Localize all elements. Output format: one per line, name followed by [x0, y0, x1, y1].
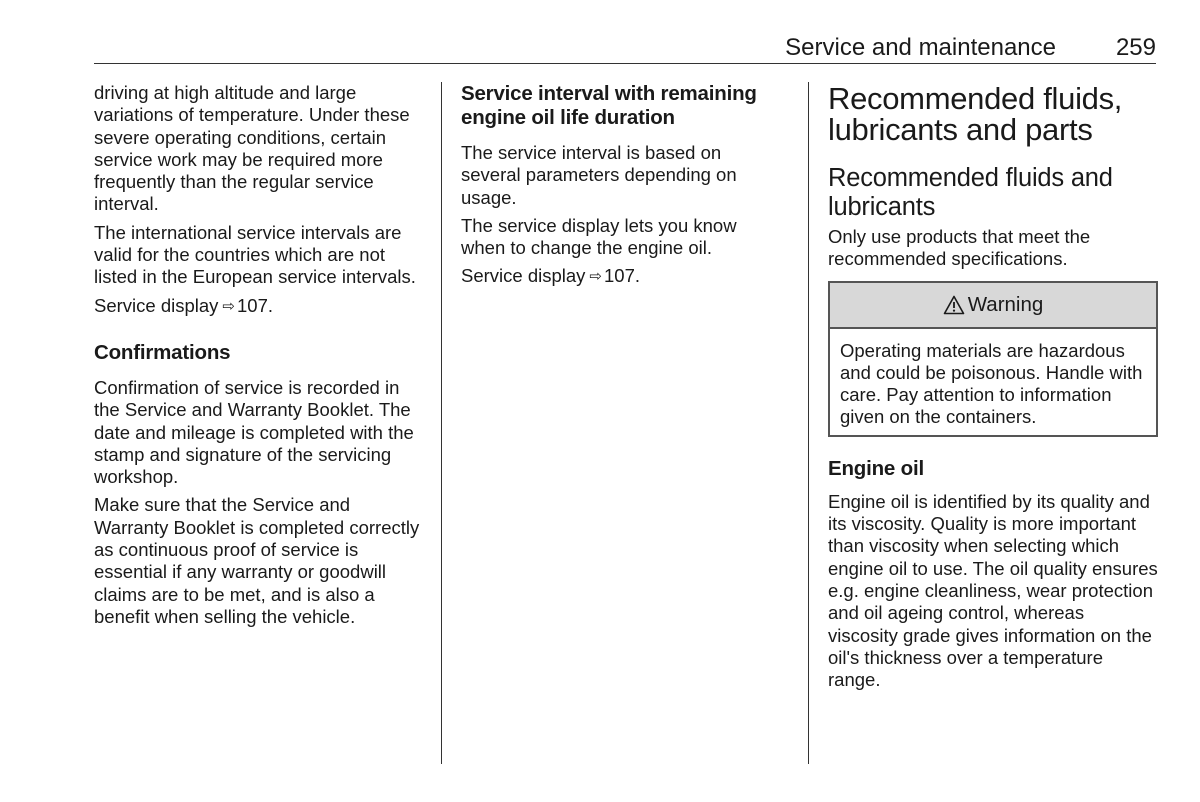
column-divider-right [808, 82, 809, 764]
column-right [828, 82, 1158, 697]
heading-engine-oil: Engine oil [828, 456, 924, 480]
xref-label: Service display [94, 294, 219, 316]
page-number: 259 [1115, 34, 1156, 61]
paragraph-interval-parameters: The service interval is based on several parameters depending on usage. [461, 142, 737, 208]
page-ref-arrow-icon: ⇨ [589, 268, 602, 286]
paragraph-engine-oil: Engine oil is identified by its quality and its viscosity. Quality is more important than viscosity when selecting which engine oil to use. The oil quality ensures e.g. engine cleanliness, wear protection and oil ageing control, whereas viscosity grade gives information on the oil's thickness over a temperature range. [828, 490, 1158, 691]
paragraph-service-display-info: The service display lets you know when to change the engine oil. [461, 214, 737, 259]
column-middle [461, 82, 771, 296]
xref-page: 107. [604, 265, 641, 287]
xref-label: Service display [461, 265, 586, 287]
heading-service-interval: Service interval with remaining engine oil life duration [461, 82, 757, 129]
warning-label: Warning [967, 292, 1044, 316]
cross-reference-service-display[interactable] [461, 265, 771, 289]
column-divider-left [441, 82, 442, 764]
paragraph-altitude: driving at high altitude and large variations of temperature. Under these severe operating conditions, certain service work may be required more frequently than the regular service interval. [94, 82, 410, 215]
paragraph-intro: Only use products that meet the recommended specifications. [828, 226, 1091, 270]
paragraph-confirmation: Confirmation of service is recorded in the Service and Warranty Booklet. The date and mileage is completed with the stamp and signature of the servicing workshop. [94, 376, 414, 488]
section-title: Service and maintenance [785, 34, 1056, 61]
paragraph-international-intervals: The international service intervals are valid for the countries which are not listed in the European service intervals. [94, 221, 416, 288]
warning-text: Operating materials are hazardous and could be poisonous. Handle with care. Pay attention to information given on the containers. [840, 339, 1143, 428]
heading-confirmations: Confirmations [94, 340, 231, 364]
warning-box [828, 281, 1158, 437]
paragraph-warranty-booklet: Make sure that the Service and Warranty Booklet is completed correctly as continuous proof of service is essential if any warranty or goodwill claims are to be met, and is also a benefit when selling the vehicle. [94, 494, 420, 627]
chapter-title: Recommended fluids, lubricants and parts [828, 81, 1123, 147]
warning-header [830, 283, 1156, 329]
column-left [94, 82, 426, 634]
warning-body [830, 329, 1156, 435]
page-header [94, 30, 1156, 64]
section-subtitle: Recommended fluids and lubricants [828, 164, 1113, 221]
warning-triangle-icon [943, 295, 965, 315]
cross-reference-service-display[interactable] [94, 295, 426, 319]
page-ref-arrow-icon: ⇨ [222, 297, 235, 315]
xref-page: 107. [237, 294, 274, 316]
